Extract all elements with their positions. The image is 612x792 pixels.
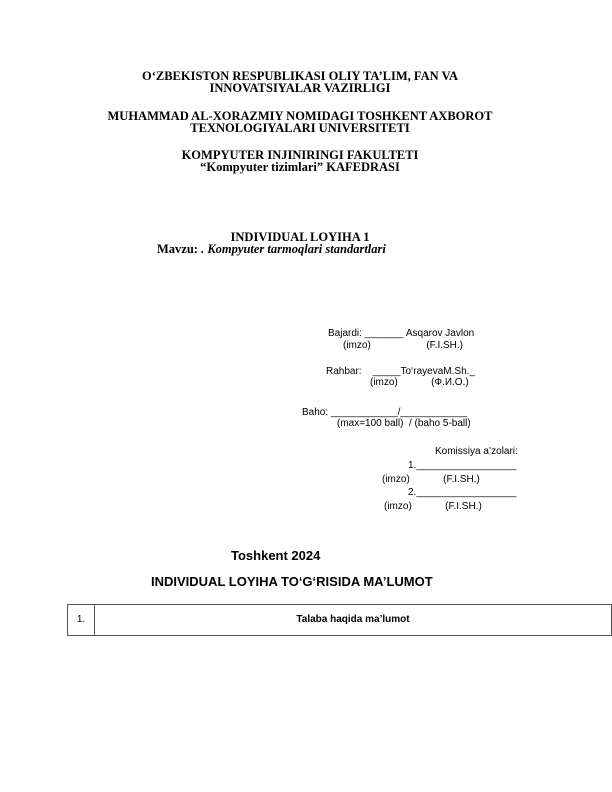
table-row-number: 1. [68, 605, 95, 635]
info-table [67, 604, 612, 636]
topic-label: Mavzu: [157, 242, 202, 256]
member-1-sub: (imzo) (F.I.SH.) [382, 474, 480, 485]
ministry-line-1: O‘ZBEKISTON RESPUBLIKASI OLIY TA’LIM, FAN VA [141, 69, 459, 83]
project-topic [157, 243, 386, 255]
member-2-sub: (imzo) (F.I.SH.) [384, 501, 482, 512]
university-line-1: MUHAMMAD AL-XORAZMIY NOMIDAGI TOSHKENT AXBOROT [107, 109, 493, 123]
project-title: INDIVIDUAL LOYIHA 1 [230, 230, 370, 244]
rahbar-sub: (imzo) (Ф.И.О.) [370, 377, 469, 388]
city-year: Toshkent 2024 [231, 548, 321, 563]
member-1-line: 1.__________________ [408, 460, 517, 471]
baho-sub: (max=100 ball) / (baho 5-ball) [337, 418, 471, 429]
bajardi-line: Bajardi: _______ Asqarov Javlon [328, 328, 475, 339]
rahbar-line: Rahbar: _____To‘rayevaM.Sh._ [326, 366, 475, 377]
topic-value: . Kompyuter tarmoqlari standartlari [201, 242, 386, 256]
faculty-line-2: “Kompyuter tizimlari” KAFEDRASI [200, 160, 400, 174]
university-line-2: TEXNOLOGIYALARI UNIVERSITETI [190, 121, 410, 135]
bajardi-sub: (imzo) (F.I.SH.) [343, 340, 464, 351]
table-row-title: Talaba haqida ma’lumot [296, 614, 410, 625]
member-2-line: 2.__________________ [408, 487, 517, 498]
baho-line: Baho: ____________/____________ [302, 407, 468, 418]
ministry-line-2: INNOVATSIYALAR VAZIRLIGI [209, 81, 391, 95]
info-title: INDIVIDUAL LOYIHA TO‘G‘RISIDA MA’LUMOT [151, 574, 433, 589]
komissiya-label: Komissiya a’zolari: [435, 446, 518, 457]
faculty-line-1: KOMPYUTER INJINIRINGI FAKULTETI [181, 148, 419, 162]
